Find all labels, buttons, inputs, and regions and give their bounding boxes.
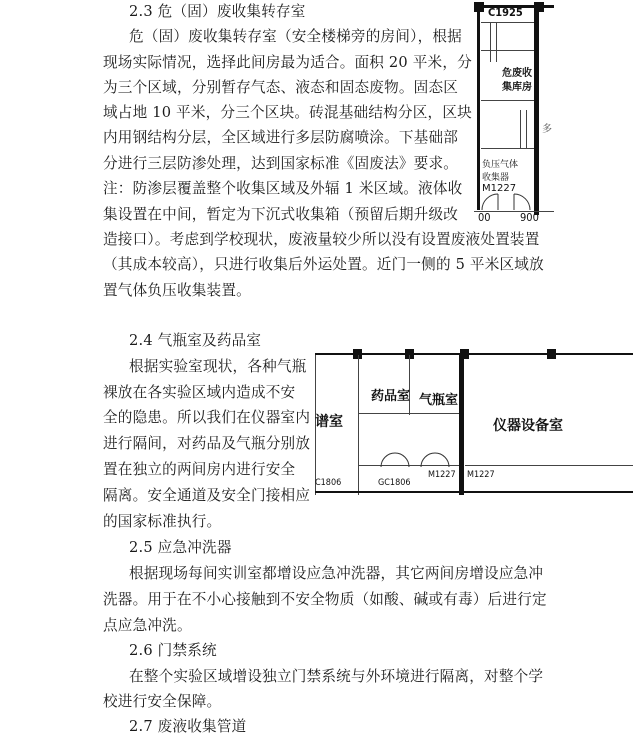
window-code-c1806: C1806 — [315, 478, 342, 488]
paragraph-line: 注：防渗层覆盖整个收集区域及外辐 1 米区域。液体收 — [103, 180, 463, 197]
room-label-gas-collector-1: 负压气体 — [482, 160, 519, 170]
paragraph-line: 集设置在中间，暂定为下沉式收集箱（预留后期升级改 — [103, 206, 459, 223]
dimension-left: 00 — [478, 211, 491, 224]
window-code-c1925: C1925 — [488, 6, 523, 19]
room-label-gas-collector-2: 收集器 — [482, 173, 510, 183]
paragraph-line: 点应急冲洗。 — [103, 617, 192, 634]
side-mark: 多 — [542, 124, 552, 135]
paragraph-line: 进行隔间，对药品及气瓶分别放 — [103, 435, 311, 452]
floor-plan-gas-drug-rooms — [315, 345, 633, 495]
paragraph-line: 全的隐患。所以我们在仪器室内 — [103, 409, 311, 426]
floor-plan-waste-room — [474, 0, 633, 225]
room-label-gas: 气瓶室 — [419, 393, 459, 408]
door-swing-icon — [375, 433, 459, 473]
paragraph-line: 分进行三层防渗处理，达到国家标准《固废法》要求。 — [103, 155, 459, 172]
paragraph-line: 为三个区域，分别暂存气态、液态和固态废物。固态区 — [103, 79, 459, 96]
paragraph-line: 置气体负压收集装置。 — [103, 282, 251, 299]
room-label-instrument: 仪器设备室 — [493, 418, 563, 434]
paragraph-line: 裸放在各实验区域内造成不安 — [103, 384, 296, 401]
paragraph-line: 在整个实验区域增设独立门禁系统与外环境进行隔离，对整个学 — [129, 668, 544, 685]
section-2-4-heading: 2.4 气瓶室及药品室 — [129, 332, 262, 349]
paragraph-line: 域占地 10 平米，分三个区块。砖混基础结构分区，区块 — [103, 104, 472, 121]
paragraph-line: 根据现场每间实训室都增设应急冲洗器，其它两间房增设应急冲 — [129, 565, 544, 582]
door-code-m1227-b: M1227 — [467, 470, 495, 480]
paragraph-line: 隔离。安全通道及安全门接相应 — [103, 487, 311, 504]
door-code-m1227: M1227 — [482, 183, 517, 194]
door-code-m1227-a: M1227 — [428, 470, 456, 480]
room-label-left: 谱室 — [315, 414, 343, 430]
paragraph-line: 置在独立的两间房内进行安全 — [103, 461, 296, 478]
section-2-3-heading: 2.3 危（固）废收集转存室 — [129, 3, 306, 20]
section-2-6-heading: 2.6 门禁系统 — [129, 642, 217, 659]
paragraph-line: 造接口）。考虑到学校现状，废液量较少所以没有设置废液处置装置 — [103, 231, 540, 248]
room-label-drug: 药品室 — [371, 389, 411, 404]
room-label-waste-storage-2: 集库房 — [502, 82, 532, 93]
paragraph-line: 危（固）废收集转存室（安全楼梯旁的房间），根据 — [129, 28, 462, 45]
paragraph-line: 现场实际情况，选择此间房最为适合。面积 20 平米，分 — [103, 54, 472, 71]
paragraph-line: 根据实验室现状，各种气瓶 — [129, 358, 307, 375]
dimension-right: 900 — [520, 211, 539, 224]
section-2-7-heading: 2.7 废液收集管道 — [129, 718, 247, 735]
window-code-gc1806: GC1806 — [378, 478, 411, 488]
paragraph-line: 的国家标准执行。 — [103, 513, 222, 530]
paragraph-line: （其成本较高），只进行收集后外运处置。近门一侧的 5 平米区域放 — [103, 256, 544, 273]
door-swing-icon — [478, 190, 534, 212]
paragraph-line: 校进行安全保障。 — [103, 693, 222, 710]
paragraph-line: 洗器。用于在不小心接触到不安全物质（如酸、碱或有毒）后进行定 — [103, 591, 547, 608]
paragraph-line: 内用钢结构分层，全区域进行多层防腐喷涂。下基础部 — [103, 129, 459, 146]
section-2-5-heading: 2.5 应急冲洗器 — [129, 539, 232, 556]
room-label-waste-storage-1: 危废收 — [502, 68, 532, 79]
